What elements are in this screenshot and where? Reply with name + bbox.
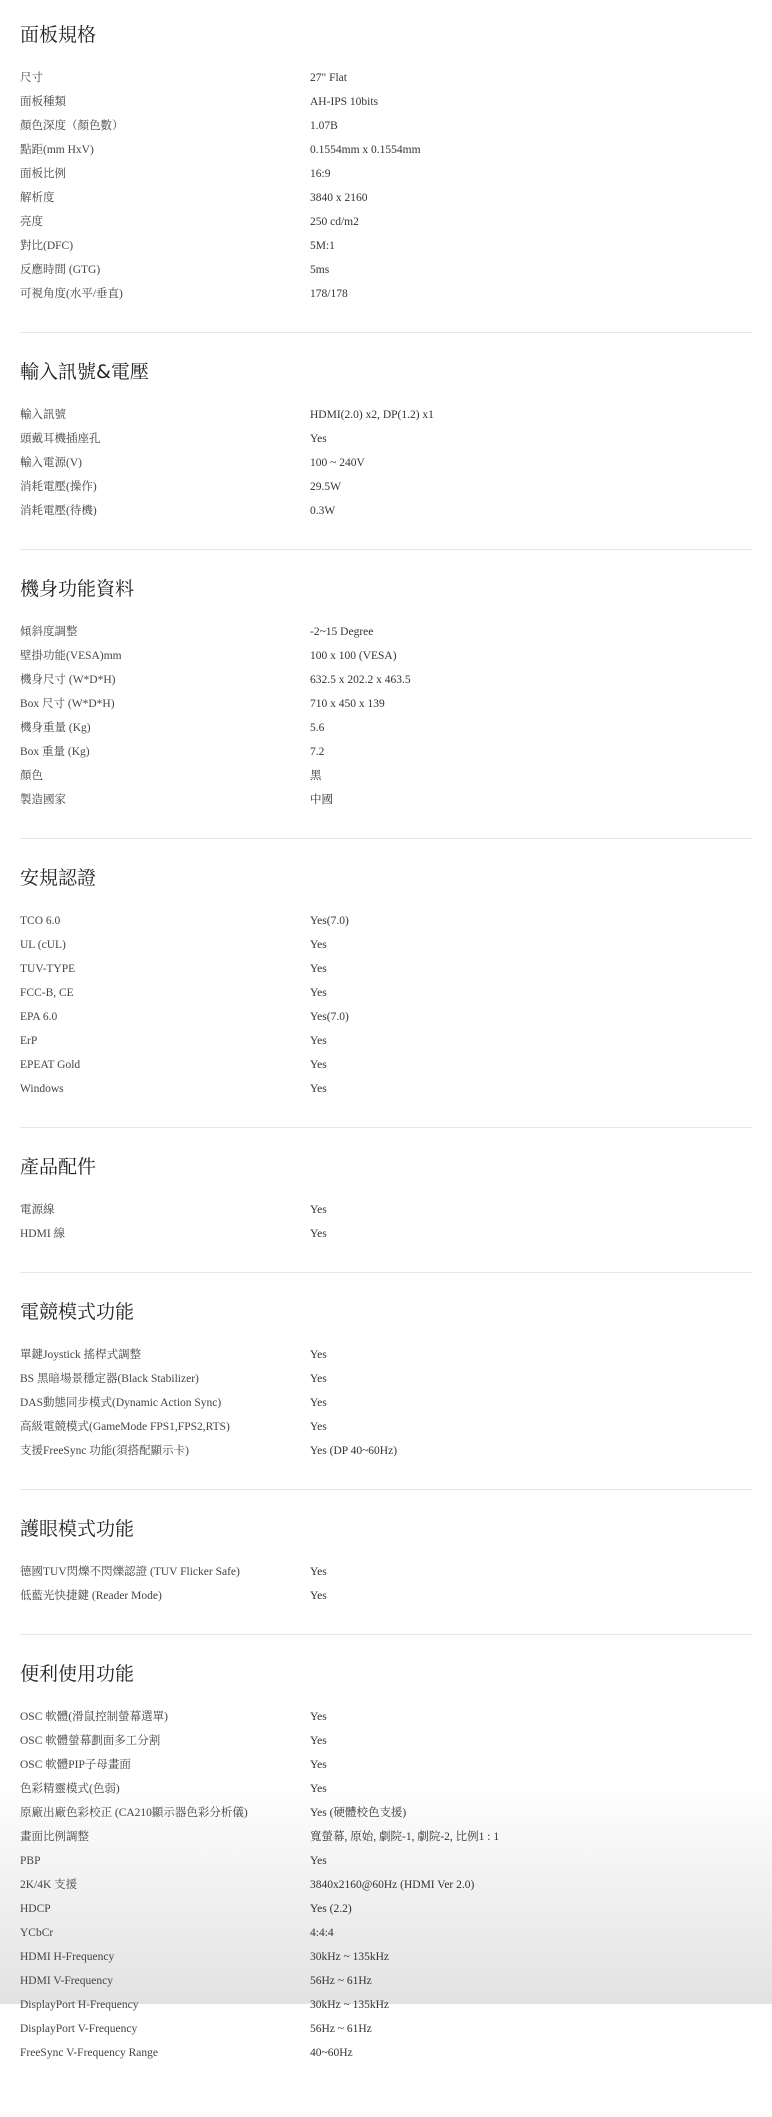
spec-label: 低藍光快捷鍵 (Reader Mode): [20, 1590, 162, 1602]
spec-value: 40~60Hz: [310, 2047, 353, 2059]
spec-label: 2K/4K 支援: [20, 1879, 78, 1891]
spec-row: [20, 1584, 752, 1608]
spec-row: [20, 764, 752, 788]
spec-label: TCO 6.0: [20, 915, 61, 927]
spec-row: [20, 981, 752, 1005]
spec-row: [20, 2017, 752, 2041]
spec-row: [20, 427, 752, 451]
spec-value: 5ms: [310, 264, 330, 276]
spec-label: 傾斜度調整: [20, 626, 78, 638]
spec-value: 56Hz ~ 61Hz: [310, 2023, 372, 2035]
section-title: 便利使用功能: [20, 1663, 135, 1685]
spec-value: 寬螢幕, 原始, 劇院-1, 劇院-2, 比例1 : 1: [310, 1831, 500, 1843]
spec-value: Yes: [310, 1735, 327, 1747]
section-title: 護眼模式功能: [20, 1518, 135, 1540]
spec-row: [20, 1993, 752, 2017]
spec-section: [20, 576, 752, 839]
spec-label: 頭戴耳機插座孔: [20, 433, 101, 445]
spec-value: 5M:1: [310, 240, 335, 252]
spec-value: Yes(7.0): [310, 1011, 349, 1023]
spec-value: Yes(7.0): [310, 915, 349, 927]
spec-row: [20, 138, 752, 162]
section-title: 安規認證: [20, 867, 97, 889]
spec-value: 250 cd/m2: [310, 216, 359, 228]
spec-row: [20, 1801, 752, 1825]
spec-value: 178/178: [310, 288, 348, 300]
spec-label: FCC-B, CE: [20, 987, 74, 999]
spec-label: Box 尺寸 (W*D*H): [20, 698, 115, 710]
spec-row: [20, 1391, 752, 1415]
spec-row: [20, 1367, 752, 1391]
spec-label: HDMI 線: [20, 1228, 66, 1240]
spec-value: Yes: [310, 1421, 327, 1433]
spec-row: [20, 1753, 752, 1777]
spec-row: [20, 1560, 752, 1584]
spec-row: [20, 692, 752, 716]
spec-label: 原廠出廠色彩校正 (CA210顯示器色彩分析儀): [20, 1807, 248, 1819]
spec-row: [20, 282, 752, 306]
spec-value: Yes: [310, 1566, 327, 1578]
spec-section: [20, 1154, 752, 1273]
spec-label: 對比(DFC): [20, 240, 74, 252]
spec-label: YCbCr: [20, 1927, 54, 1939]
spec-value: Yes: [310, 1349, 327, 1361]
spec-value: Yes: [310, 433, 327, 445]
spec-label: HDMI V-Frequency: [20, 1975, 113, 1987]
spec-row: [20, 66, 752, 90]
spec-value: Yes: [310, 987, 327, 999]
spec-value: 710 x 450 x 139: [310, 698, 385, 710]
spec-label: 輸入電源(V): [20, 457, 82, 469]
spec-label: HDMI H-Frequency: [20, 1951, 115, 1963]
spec-label: PBP: [20, 1855, 41, 1867]
spec-row: [20, 1439, 752, 1463]
spec-row: [20, 403, 752, 427]
spec-value: Yes: [310, 1373, 327, 1385]
spec-label: 支援FreeSync 功能(須搭配顯示卡): [20, 1445, 189, 1457]
section-title: 產品配件: [20, 1156, 97, 1178]
spec-row: [20, 668, 752, 692]
spec-label: EPEAT Gold: [20, 1059, 81, 1071]
spec-value: 16:9: [310, 168, 331, 180]
spec-label: 輸入訊號: [20, 409, 66, 421]
spec-label: 反應時間 (GTG): [20, 264, 101, 276]
spec-section: [20, 1516, 752, 1635]
spec-label: 面板比例: [20, 168, 66, 180]
spec-label: 畫面比例調整: [20, 1831, 89, 1843]
spec-row: [20, 186, 752, 210]
spec-row: [20, 451, 752, 475]
spec-value: 30kHz ~ 135kHz: [310, 1999, 390, 2011]
spec-label: ErP: [20, 1035, 38, 1047]
spec-label: EPA 6.0: [20, 1011, 58, 1023]
spec-label: 可視角度(水平/垂直): [20, 288, 123, 300]
spec-label: 機身尺寸 (W*D*H): [20, 674, 116, 686]
spec-row: [20, 210, 752, 234]
spec-value: Yes: [310, 1204, 327, 1216]
spec-label: 消耗電壓(操作): [20, 481, 97, 493]
spec-value: Yes (硬體校色支援): [310, 1807, 407, 1819]
spec-row: [20, 1945, 752, 1969]
spec-value: 7.2: [310, 746, 325, 758]
spec-value: AH-IPS 10bits: [310, 96, 379, 108]
spec-value: Yes: [310, 1035, 327, 1047]
spec-label: 點距(mm HxV): [20, 144, 94, 156]
spec-row: [20, 475, 752, 499]
spec-value: 100 x 100 (VESA): [310, 650, 397, 662]
spec-value: 中國: [310, 794, 333, 806]
spec-label: 顏色深度（顏色數）: [20, 120, 124, 132]
spec-row: [20, 1873, 752, 1897]
spec-label: BS 黑暗場景穩定器(Black Stabilizer): [20, 1373, 199, 1385]
spec-value: 29.5W: [310, 481, 341, 493]
spec-value: 632.5 x 202.2 x 463.5: [310, 674, 411, 686]
spec-row: [20, 1415, 752, 1439]
spec-label: 高級電競模式(GameMode FPS1,FPS2,RTS): [20, 1421, 230, 1433]
spec-row: [20, 1029, 752, 1053]
spec-value: 27" Flat: [310, 72, 347, 84]
spec-value: Yes: [310, 1711, 327, 1723]
spec-section: [20, 1661, 752, 2091]
spec-value: Yes (DP 40~60Hz): [310, 1445, 398, 1457]
spec-row: [20, 1897, 752, 1921]
spec-row: [20, 114, 752, 138]
spec-label: Windows: [20, 1083, 64, 1095]
spec-value: 4:4:4: [310, 1927, 334, 1939]
spec-value: 3840 x 2160: [310, 192, 368, 204]
spec-label: FreeSync V-Frequency Range: [20, 2047, 158, 2059]
spec-value: Yes: [310, 1855, 327, 1867]
spec-row: [20, 1198, 752, 1222]
spec-row: [20, 1077, 752, 1101]
spec-value: 黑: [310, 770, 322, 782]
spec-row: [20, 1729, 752, 1753]
spec-row: [20, 1705, 752, 1729]
spec-label: 亮度: [20, 216, 43, 228]
spec-value: HDMI(2.0) x2, DP(1.2) x1: [310, 409, 434, 421]
spec-row: [20, 933, 752, 957]
spec-row: [20, 162, 752, 186]
spec-label: UL (cUL): [20, 939, 66, 951]
spec-value: Yes (2.2): [310, 1903, 352, 1915]
spec-value: Yes: [310, 1759, 327, 1771]
spec-label: DAS動態同步模式(Dynamic Action Sync): [20, 1397, 222, 1409]
spec-section: [20, 1299, 752, 1490]
spec-row: [20, 1921, 752, 1945]
spec-value: 3840x2160@60Hz (HDMI Ver 2.0): [310, 1879, 475, 1891]
spec-row: [20, 909, 752, 933]
spec-row: [20, 499, 752, 523]
spec-label: 消耗電壓(待機): [20, 505, 97, 517]
spec-label: 機身重量 (Kg): [20, 722, 91, 734]
spec-row: [20, 1053, 752, 1077]
spec-row: [20, 644, 752, 668]
spec-value: 30kHz ~ 135kHz: [310, 1951, 390, 1963]
section-title: 機身功能資料: [20, 578, 135, 600]
spec-value: Yes: [310, 963, 327, 975]
spec-label: 面板種類: [20, 96, 66, 108]
spec-row: [20, 1222, 752, 1246]
spec-value: Yes: [310, 1228, 327, 1240]
spec-row: [20, 620, 752, 644]
spec-value: 1.07B: [310, 120, 338, 132]
spec-label: 尺寸: [20, 72, 43, 84]
spec-label: 解析度: [20, 192, 55, 204]
spec-label: DisplayPort V-Frequency: [20, 2023, 138, 2035]
spec-label: 製造國家: [20, 794, 66, 806]
section-title: 面板規格: [20, 24, 97, 46]
spec-row: [20, 234, 752, 258]
spec-value: 0.1554mm x 0.1554mm: [310, 144, 421, 156]
section-title: 電競模式功能: [20, 1301, 135, 1323]
spec-row: [20, 1777, 752, 1801]
spec-value: Yes: [310, 1083, 327, 1095]
spec-label: 單鍵Joystick 搖桿式調整: [20, 1349, 142, 1361]
spec-value: 100 ~ 240V: [310, 457, 365, 469]
spec-row: [20, 1005, 752, 1029]
spec-label: OSC 軟體螢幕劃面多工分割: [20, 1735, 161, 1747]
spec-label: OSC 軟體PIP子母畫面: [20, 1759, 131, 1771]
spec-label: Box 重量 (Kg): [20, 746, 90, 758]
spec-row: [20, 1343, 752, 1367]
spec-value: Yes: [310, 939, 327, 951]
spec-row: [20, 716, 752, 740]
spec-label: 色彩精靈模式(色弱): [20, 1783, 120, 1795]
spec-row: [20, 2041, 752, 2065]
spec-label: OSC 軟體(滑鼠控制螢幕選單): [20, 1711, 168, 1723]
spec-label: HDCP: [20, 1903, 51, 1915]
spec-label: 壁掛功能(VESA)mm: [20, 650, 122, 662]
spec-label: DisplayPort H-Frequency: [20, 1999, 139, 2011]
spec-value: Yes: [310, 1783, 327, 1795]
spec-label: TUV-TYPE: [20, 963, 76, 975]
spec-value: 5.6: [310, 722, 325, 734]
spec-value: 0.3W: [310, 505, 336, 517]
spec-row: [20, 788, 752, 812]
spec-row: [20, 258, 752, 282]
spec-row: [20, 1849, 752, 1873]
spec-section: [20, 359, 752, 550]
spec-row: [20, 1969, 752, 1993]
spec-value: Yes: [310, 1059, 327, 1071]
spec-value: Yes: [310, 1590, 327, 1602]
spec-row: [20, 90, 752, 114]
spec-section: [20, 22, 752, 333]
spec-page: [20, 22, 752, 2117]
spec-section: [20, 865, 752, 1128]
section-title: 輸入訊號&電壓: [20, 361, 149, 383]
spec-value: -2~15 Degree: [310, 626, 374, 638]
spec-label: 顏色: [20, 770, 43, 782]
spec-row: [20, 957, 752, 981]
spec-label: 德國TUV閃爍不閃爍認證 (TUV Flicker Safe): [20, 1566, 240, 1578]
spec-value: Yes: [310, 1397, 327, 1409]
spec-value: 56Hz ~ 61Hz: [310, 1975, 372, 1987]
spec-row: [20, 740, 752, 764]
spec-label: 電源線: [20, 1204, 55, 1216]
spec-row: [20, 1825, 752, 1849]
